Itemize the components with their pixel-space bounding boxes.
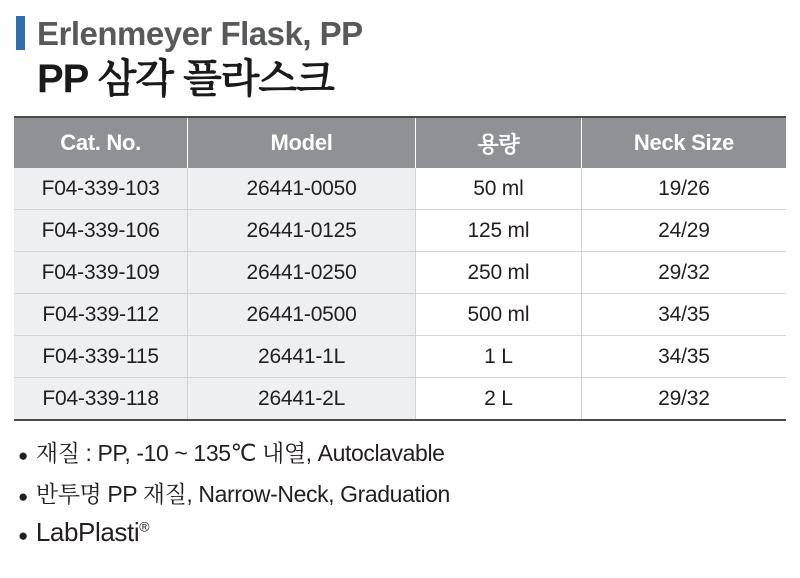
- accent-bar: [16, 16, 25, 50]
- page-title-korean: PP 삼각 플라스크: [37, 57, 334, 101]
- list-item: [18, 435, 786, 468]
- english-title-row: [16, 16, 786, 50]
- cell-cat-no: F04-339-103: [14, 168, 188, 210]
- title-block: [14, 0, 786, 100]
- bullet-dot-icon: ●: [18, 526, 28, 545]
- table-row: [14, 294, 786, 336]
- table-row: [14, 336, 786, 378]
- cell-cat-no: F04-339-115: [14, 336, 188, 378]
- cell-neck-size: 34/35: [581, 336, 786, 378]
- cell-model: 26441-0050: [188, 168, 416, 210]
- column-header-model: Model: [188, 117, 416, 168]
- table-row: [14, 210, 786, 252]
- cell-volume: 1 L: [415, 336, 581, 378]
- brand-name: [36, 517, 149, 548]
- cell-neck-size: 24/29: [581, 210, 786, 252]
- bullet-text: 재질 : PP, -10 ~ 135℃ 내열, Autoclavable: [35, 440, 445, 466]
- list-item: [18, 517, 786, 548]
- bullet-text: 반투명 PP 재질, Narrow-Neck, Graduation: [35, 481, 450, 507]
- cell-model: 26441-0250: [188, 252, 416, 294]
- cell-model: 26441-0500: [188, 294, 416, 336]
- table-header-row: [14, 117, 786, 168]
- cell-model: 26441-0125: [188, 210, 416, 252]
- cell-volume: 50 ml: [415, 168, 581, 210]
- cell-volume: 2 L: [415, 378, 581, 421]
- cell-neck-size: 29/32: [658, 386, 710, 410]
- page-title-english: Erlenmeyer Flask, PP: [37, 14, 363, 52]
- cell-volume: 125 ml: [415, 210, 581, 252]
- cell-cat-no: F04-339-106: [14, 210, 188, 252]
- cell-neck-size: 34/35: [581, 294, 786, 336]
- cell-model: 26441-1L: [188, 336, 416, 378]
- brand-label: LabPlasti: [35, 517, 140, 547]
- table-row: [14, 168, 786, 210]
- cell-neck-size: 19/26: [581, 168, 786, 210]
- registered-trademark-icon: ®: [139, 518, 150, 535]
- cell-volume: 500 ml: [415, 294, 581, 336]
- feature-bullet-list: [14, 435, 786, 548]
- cell-cat-no: F04-339-109: [14, 252, 188, 294]
- table-row: [14, 252, 786, 294]
- cell-model: 26441-2L: [188, 378, 416, 421]
- table-row: [14, 378, 786, 421]
- column-header-neck-size: Neck Size: [581, 117, 786, 168]
- cell-cat-no: F04-339-118: [14, 378, 188, 421]
- cell-neck-size: 29/32: [581, 252, 786, 294]
- specification-table: [14, 116, 786, 421]
- bullet-dot-icon: ●: [18, 446, 28, 465]
- column-header-volume: 용량: [415, 117, 581, 168]
- column-header-cat-no: Cat. No.: [14, 117, 188, 168]
- bullet-dot-icon: ●: [18, 487, 28, 506]
- cell-volume: 250 ml: [415, 252, 581, 294]
- list-item: [18, 476, 786, 509]
- cell-cat-no: F04-339-112: [14, 294, 188, 336]
